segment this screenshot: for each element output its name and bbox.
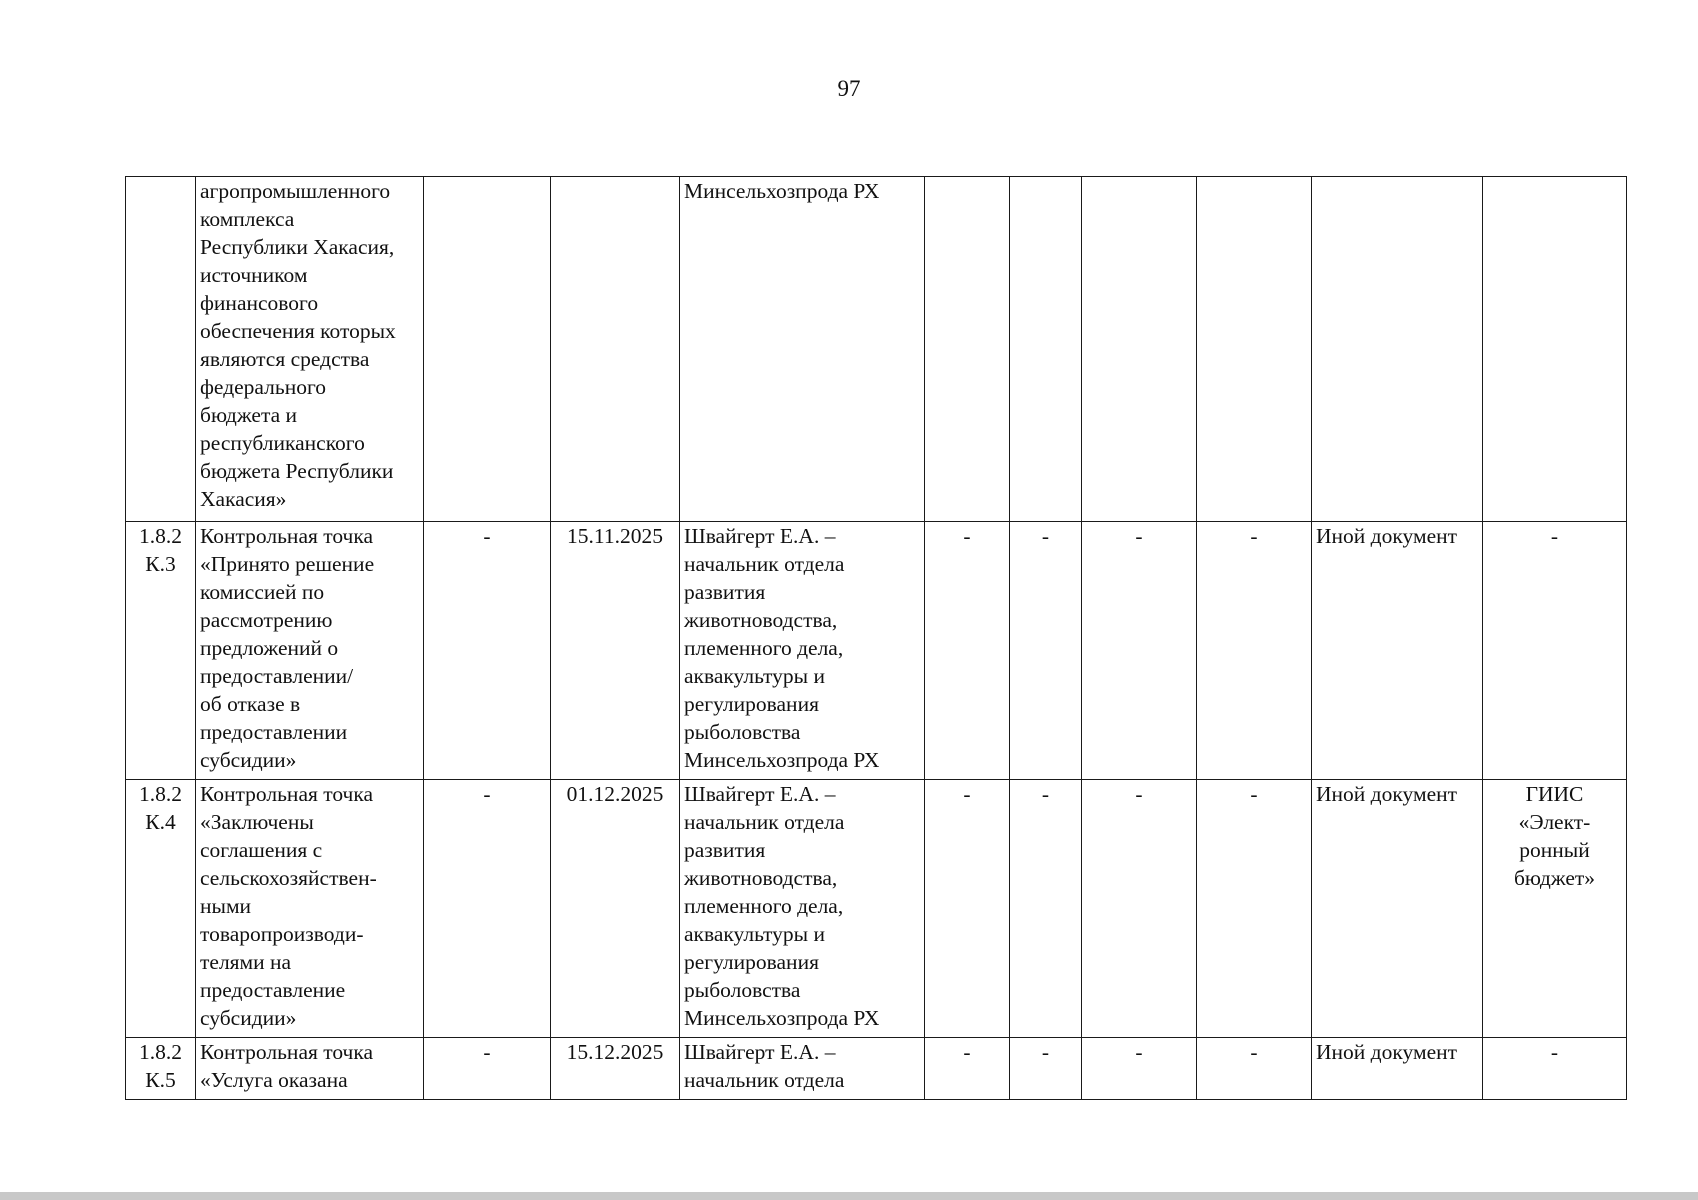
cell-name-line: субсидии» xyxy=(200,1006,297,1030)
table-row xyxy=(126,780,1627,1038)
cell-responsible-line: племенного дела, xyxy=(684,894,844,918)
cell-name-line: республиканского xyxy=(200,431,365,455)
cell-col8: - xyxy=(1082,780,1197,1038)
cell-document-type: Иной документ xyxy=(1312,780,1483,1038)
page-number: 97 xyxy=(837,76,861,101)
cell-responsible-line: начальник отдела xyxy=(684,552,845,576)
cell-name-line: Хакасия» xyxy=(200,487,287,511)
cell-number-line: 1.8.2 xyxy=(139,524,182,548)
cell-name-line: бюджета Республики xyxy=(200,459,394,483)
cell-name-line: телями на xyxy=(200,950,292,974)
cell-col9 xyxy=(1197,177,1312,522)
cell-col8 xyxy=(1082,177,1197,522)
cell-name-line: Республики Хакасия, xyxy=(200,235,395,259)
cell-responsible-line: Минсельхозпрода РХ xyxy=(684,179,880,203)
cell-name-line: товаропроизводи- xyxy=(200,922,364,946)
cell-name-line: об отказе в xyxy=(200,692,301,716)
cell-information-system-line: - xyxy=(1550,524,1559,548)
cell-number-line: К.3 xyxy=(145,552,176,576)
cell-col6 xyxy=(925,177,1010,522)
cell-responsible-line: развития xyxy=(684,580,766,604)
cell-responsible-line: регулирования xyxy=(684,950,819,974)
cell-name xyxy=(196,780,424,1038)
cell-information-system-line: ронный xyxy=(1519,838,1590,862)
cell-responsible xyxy=(680,177,925,522)
cell-name-line: предложений о xyxy=(200,636,339,660)
cell-responsible xyxy=(680,780,925,1038)
cell-name-line: Контрольная точка xyxy=(200,524,374,548)
cell-responsible-line: аквакультуры и xyxy=(684,664,825,688)
scan-bottom-edge xyxy=(0,1192,1698,1200)
cell-col8: - xyxy=(1082,522,1197,780)
cell-responsible-line: начальник отдела xyxy=(684,810,845,834)
cell-responsible xyxy=(680,1038,925,1100)
cell-col9: - xyxy=(1197,780,1312,1038)
cell-name-line: федерального xyxy=(200,375,326,399)
cell-col9: - xyxy=(1197,522,1312,780)
cell-col9: - xyxy=(1197,1038,1312,1100)
cell-information-system xyxy=(1483,177,1627,522)
cell-col7: - xyxy=(1010,1038,1082,1100)
cell-name-line: «Принято решение xyxy=(200,552,375,576)
cell-name-line: агропромышленного xyxy=(200,179,391,203)
table-row xyxy=(126,177,1627,522)
cell-number xyxy=(126,1038,196,1100)
cell-name-line: комиссией по xyxy=(200,580,325,604)
cell-col8: - xyxy=(1082,1038,1197,1100)
cell-name xyxy=(196,522,424,780)
cell-name-line: предоставлении xyxy=(200,720,348,744)
cell-information-system-line: «Элект- xyxy=(1518,810,1591,834)
cell-information-system-line: бюджет» xyxy=(1513,866,1596,890)
cell-col6: - xyxy=(925,522,1010,780)
cell-name xyxy=(196,177,424,522)
cell-responsible-line: Швайгерт Е.А. – xyxy=(684,782,836,806)
cell-col6: - xyxy=(925,1038,1010,1100)
cell-end-date xyxy=(551,177,680,522)
cell-name-line: Контрольная точка xyxy=(200,782,374,806)
cell-start-date: - xyxy=(424,522,551,780)
cell-responsible-line: рыболовства xyxy=(684,978,801,1002)
table-row xyxy=(126,522,1627,780)
cell-information-system xyxy=(1483,1038,1627,1100)
cell-name-line: субсидии» xyxy=(200,748,297,772)
table-row xyxy=(126,1038,1627,1100)
cell-document-type xyxy=(1312,177,1483,522)
cell-responsible-line: регулирования xyxy=(684,692,819,716)
cell-name-line: комплекса xyxy=(200,207,295,231)
cell-name-line: сельскохозяйствен- xyxy=(200,866,377,890)
cell-name-line: обеспечения которых xyxy=(200,319,396,343)
cell-name-line: предоставление xyxy=(200,978,346,1002)
cell-col7 xyxy=(1010,177,1082,522)
cell-start-date: - xyxy=(424,780,551,1038)
cell-responsible-line: начальник отдела xyxy=(684,1068,845,1092)
cell-number-line: К.5 xyxy=(145,1068,176,1092)
cell-name-line: источником xyxy=(200,263,308,287)
cell-responsible-line: аквакультуры и xyxy=(684,922,825,946)
cell-number xyxy=(126,177,196,522)
cell-responsible-line: племенного дела, xyxy=(684,636,844,660)
cell-number-line: К.4 xyxy=(145,810,176,834)
cell-number-line: 1.8.2 xyxy=(139,1040,182,1064)
cell-responsible-line: рыболовства xyxy=(684,720,801,744)
cell-col7: - xyxy=(1010,522,1082,780)
cell-responsible-line: развития xyxy=(684,838,766,862)
cell-name-line: предоставлении/ xyxy=(200,664,354,688)
cell-name-line: являются средства xyxy=(200,347,370,371)
cell-col7: - xyxy=(1010,780,1082,1038)
cell-end-date: 01.12.2025 xyxy=(551,780,680,1038)
cell-name-line: финансового xyxy=(200,291,319,315)
cell-col6: - xyxy=(925,780,1010,1038)
cell-name-line: бюджета и xyxy=(200,403,298,427)
cell-responsible xyxy=(680,522,925,780)
cell-name-line: Контрольная точка xyxy=(200,1040,374,1064)
cell-document-type: Иной документ xyxy=(1312,1038,1483,1100)
cell-number-line: 1.8.2 xyxy=(139,782,182,806)
cell-name-line: «Услуга оказана xyxy=(200,1068,348,1092)
cell-information-system-line: ГИИС xyxy=(1525,782,1584,806)
cell-name-line: «Заключены xyxy=(200,810,314,834)
cell-start-date: - xyxy=(424,1038,551,1100)
cell-document-type: Иной документ xyxy=(1312,522,1483,780)
cell-responsible-line: Минсельхозпрода РХ xyxy=(684,1006,880,1030)
cell-start-date xyxy=(424,177,551,522)
cell-responsible-line: животноводства, xyxy=(684,608,838,632)
cell-responsible-line: животноводства, xyxy=(684,866,838,890)
cell-information-system-line: - xyxy=(1550,1040,1559,1064)
cell-information-system xyxy=(1483,522,1627,780)
cell-end-date: 15.12.2025 xyxy=(551,1038,680,1100)
cell-name-line: рассмотрению xyxy=(200,608,333,632)
cell-number xyxy=(126,522,196,780)
cell-end-date: 15.11.2025 xyxy=(551,522,680,780)
cell-responsible-line: Минсельхозпрода РХ xyxy=(684,748,880,772)
cell-number xyxy=(126,780,196,1038)
cell-information-system xyxy=(1483,780,1627,1038)
cell-responsible-line: Швайгерт Е.А. – xyxy=(684,524,836,548)
cell-name xyxy=(196,1038,424,1100)
cell-name-line: соглашения с xyxy=(200,838,323,862)
cell-name-line: ными xyxy=(200,894,252,918)
control-points-table xyxy=(125,176,1627,1100)
cell-responsible-line: Швайгерт Е.А. – xyxy=(684,1040,836,1064)
